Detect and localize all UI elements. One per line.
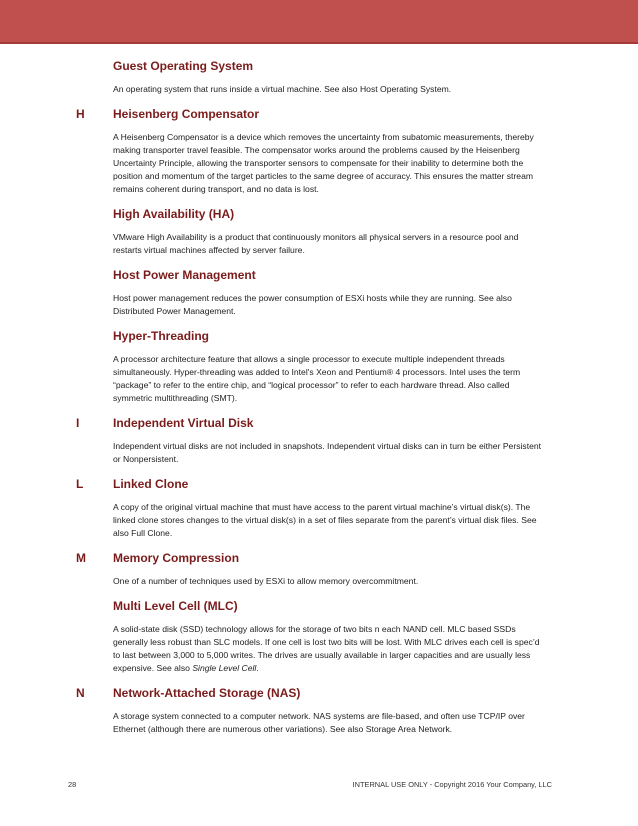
glossary-entry xyxy=(0,476,638,540)
entry-definition: VMware High Availability is a product that continuously monitors all physical servers in a resource pool and restarts virtual machines affected by server failure. xyxy=(113,232,519,255)
entry-term: Linked Clone xyxy=(113,477,189,491)
glossary-entry xyxy=(0,106,638,196)
entry-term: Independent Virtual Disk xyxy=(113,416,254,430)
entry-definition xyxy=(113,623,548,675)
glossary-entry xyxy=(0,328,638,405)
section-letter: L xyxy=(76,477,84,491)
glossary-entry xyxy=(0,598,638,675)
section-letter: I xyxy=(76,416,80,430)
entry-definition: A storage system connected to a computer network. NAS systems are file-based, and often use TCP/IP over Ethernet (although there are numerous other variations). See also Storage Area Network. xyxy=(113,711,525,734)
glossary-entry xyxy=(0,58,638,96)
entry-term: Guest Operating System xyxy=(113,59,254,73)
entry-definition: Independent virtual disks are not included in snapshots. Independent virtual disks can in turn be either Persistent or Nonpersistent. xyxy=(113,441,542,464)
entry-definition: Host power management reduces the power consumption of ESXi hosts while they are running. See also Distributed Power Management. xyxy=(113,293,512,316)
page-number: 28 xyxy=(68,780,77,789)
glossary-entry xyxy=(0,550,638,588)
entry-term: Host Power Management xyxy=(113,268,256,282)
entry-term: Hyper-Threading xyxy=(113,329,210,343)
entry-term: Heisenberg Compensator xyxy=(113,107,260,121)
glossary-entry xyxy=(0,685,638,736)
glossary-entry xyxy=(0,415,638,466)
entry-definition: One of a number of techniques used by ESXi to allow memory overcommitment. xyxy=(113,576,419,586)
entry-term: High Availability (HA) xyxy=(113,207,235,221)
section-letter: M xyxy=(76,551,86,565)
glossary-entry xyxy=(0,206,638,257)
glossary-content xyxy=(0,58,638,736)
entry-term: Multi Level Cell (MLC) xyxy=(113,599,238,613)
copyright-notice: INTERNAL USE ONLY - Copyright 2016 Your Company, LLC xyxy=(352,780,552,789)
header-band xyxy=(0,0,638,44)
entry-definition: An operating system that runs inside a virtual machine. See also Host Operating System. xyxy=(113,84,452,94)
glossary-entry xyxy=(0,267,638,318)
section-letter: N xyxy=(76,686,85,700)
entry-term: Memory Compression xyxy=(113,551,240,565)
definition-text: A solid-state disk (SSD) technology allows for the storage of two bits n each NAND cell. MLC based SSDs generally less robust than SLC models. If one cell is lost two bits will be lost. With MLC drives each cell is spec’d to last between 3,000 to 5,000 writes. The drives are usually available in larger capacities and are usually less expensive. See also xyxy=(113,624,540,673)
section-letter: H xyxy=(76,107,85,121)
entry-definition: A copy of the original virtual machine that must have access to the parent virtual machine’s virtual disk(s). The linked clone stores changes to the virtual disk(s) in a set of files separate from the parent’s virtual disk files. See also Full Clone. xyxy=(113,502,537,538)
entry-definition: A processor architecture feature that allows a single processor to execute multiple independent threads simultaneously. Hyper-threading was added to Intel's Xeon and Pentium® 4 processors. Intel uses the term “package” to refer to the entire chip, and “logical processor” to refer to each hardware thread. Also called symmetric multithreading (SMT). xyxy=(113,354,521,403)
cross-reference: Single Level Cell xyxy=(192,663,257,673)
definition-tail: . xyxy=(256,663,259,673)
entry-definition: A Heisenberg Compensator is a device which removes the uncertainty from subatomic measurements, thereby making transporter travel feasible. The compensator works around the problems caused by the Heisenberg Uncertainty Principle, allowing the transporter sensors to compensate for their inability to determine both the position and momentum of the target particles to the same degree of accuracy. This ensures the matter stream remains coherent during transport, and no data is lost. xyxy=(113,132,534,194)
entry-term: Network-Attached Storage (NAS) xyxy=(113,686,301,700)
